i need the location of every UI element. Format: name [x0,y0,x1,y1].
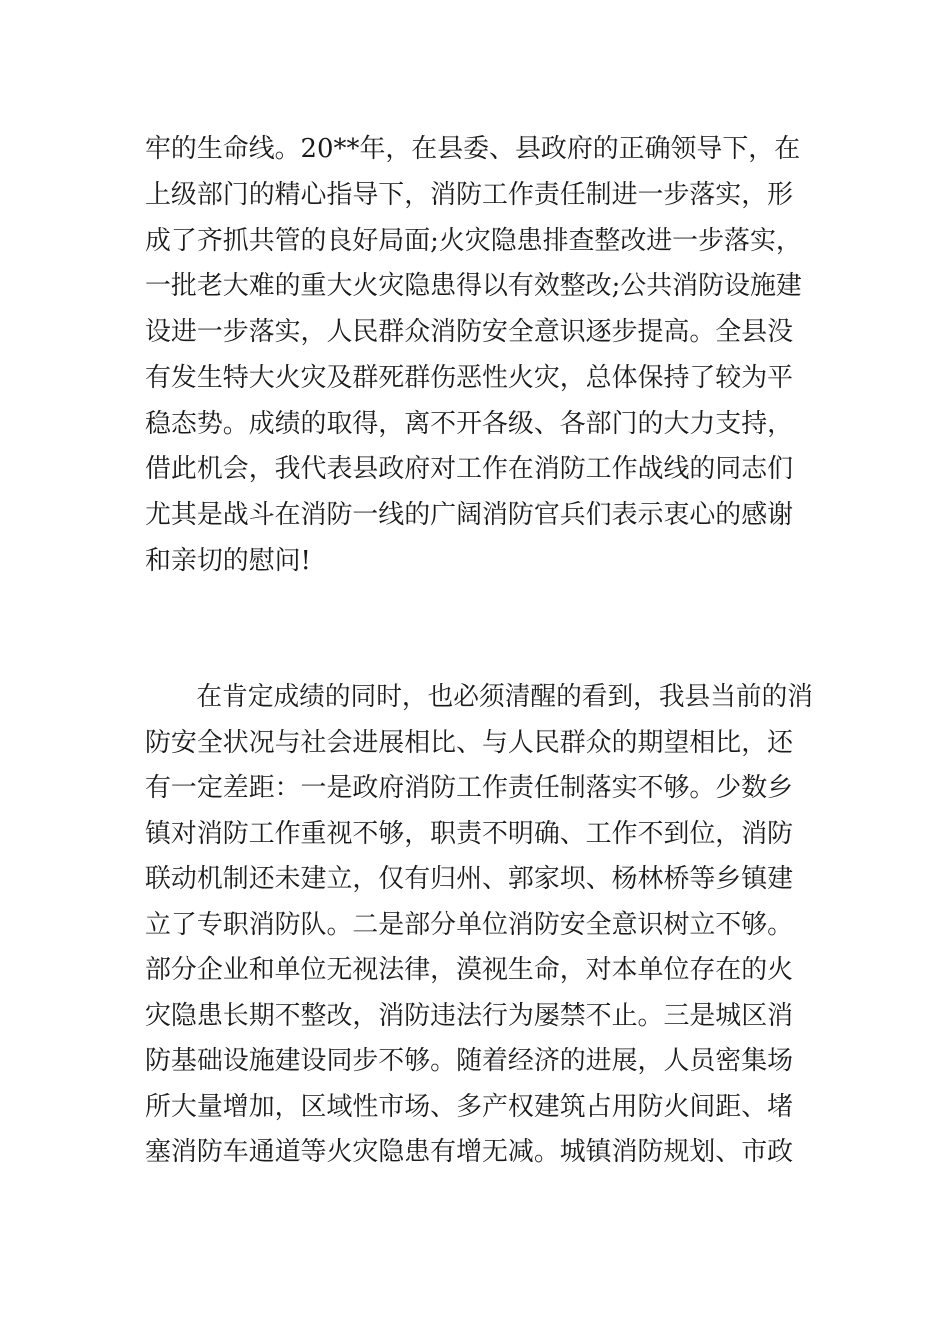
text-line: 一批老大难的重大火灾隐患得以有效整改;公共消防设施建 [145,271,802,302]
text-line: 防安全状况与社会进展相比、与人民群众的期望相比，还 [145,727,794,758]
text-line: 部分企业和单位无视法律，漠视生命，对本单位存在的火 [145,955,794,985]
text-line: 尤其是战斗在消防一线的广阔消防官兵们表示衷心的感谢 [145,500,794,530]
text-line: 塞消防车通道等火灾隐患有增无减。城镇消防规划、市政 [145,1137,794,1167]
text-line: 防基础设施建设同步不够。随着经济的进展，人员密集场 [145,1046,794,1076]
text-line: 稳态势。成绩的取得，离不开各级、各部门的大力支持， [145,408,794,439]
text-line: 牢的生命线。20**年，在县委、县政府的正确领导下，在 [145,134,801,164]
text-line: 所大量增加，区域性市场、多产权建筑占用防火间距、堵 [145,1091,794,1122]
text-line: 在肯定成绩的同时，也必须清醒的看到，我县当前的消 [145,682,814,712]
text-line: 上级部门的精心指导下，消防工作责任制进一步落实，形 [145,179,794,210]
text-line: 有一定差距：一是政府消防工作责任制落实不够。少数乡 [145,773,794,803]
text-line: 成了齐抓共管的良好局面;火灾隐患排查整改进一步落实， [145,225,802,256]
paragraph-achievements [145,130,815,588]
text-line: 镇对消防工作重视不够，职责不明确、工作不到位，消防 [145,818,794,849]
text-line: 借此机会，我代表县政府对工作在消防工作战线的同志们 [145,454,794,485]
paragraph-shortcomings [145,678,815,1179]
text-line: 设进一步落实，人民群众消防安全意识逐步提高。全县没 [145,317,794,347]
text-line: 立了专职消防队。二是部分单位消防安全意识树立不够。 [145,909,794,940]
text-line: 和亲切的慰问! [145,545,311,576]
text-line: 灾隐患长期不整改，消防违法行为屡禁不止。三是城区消 [145,1000,794,1031]
text-line: 有发生特大火灾及群死群伤恶性火灾，总体保持了较为平 [145,362,794,393]
text-line: 联动机制还未建立，仅有归州、郭家坝、杨林桥等乡镇建 [145,864,794,894]
